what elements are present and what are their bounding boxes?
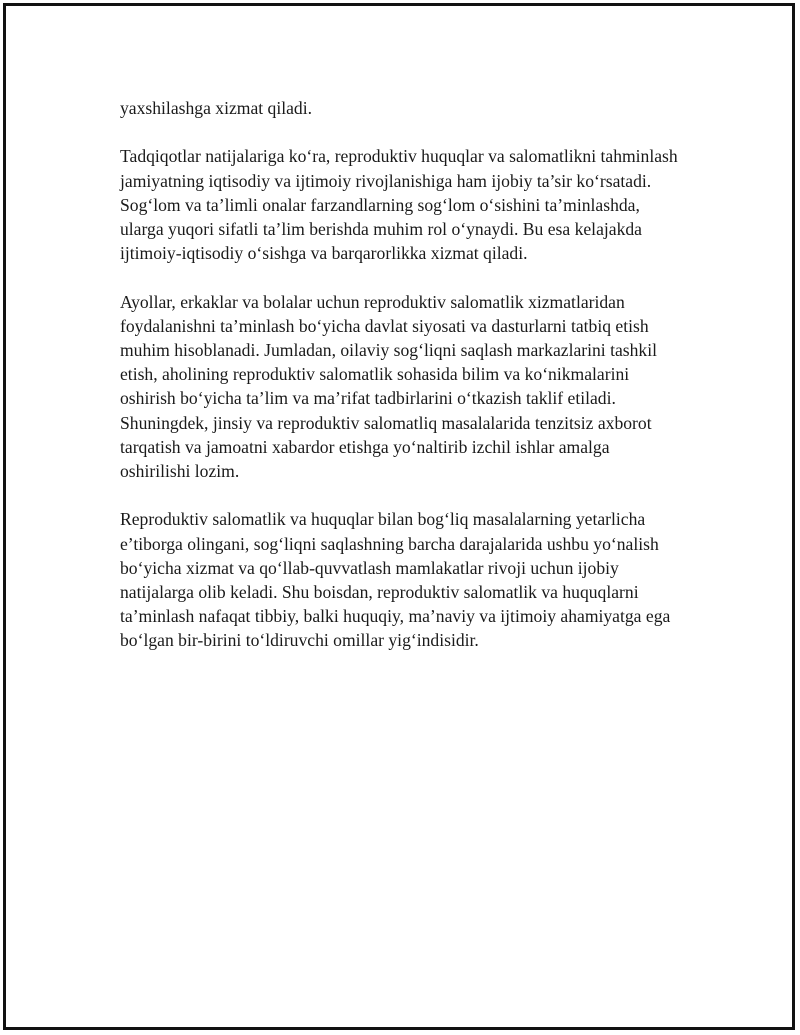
paragraph-4: Reproduktiv salomatlik va huquqlar bilan bog‘liq masalalarning yetarlicha e’tiborga olingani, sog‘liqni saqlashning barcha darajalarida ushbu yo‘nalish bo‘yicha xizmat va qo‘llab-quvvatlash mamlakatlar rivoji uchun ijobiy natijalarga olib keladi. Shu boisdan, reproduktiv salomatlik va huquqlarni ta’minlash nafaqat tibbiy, balki huquqiy, ma’naviy va ijtimoiy ahamiyatga ega bo‘lgan bir-birini to‘ldiruvchi omillar yig‘indisidir.	[120, 509, 671, 651]
paragraph-3: Ayollar, erkaklar va bolalar uchun reproduktiv salomatlik xizmatlaridan foydalanishni ta’minlash bo‘yicha davlat siyosati va dasturlarni tatbiq etish muhim hisoblanadi. Jumladan, oilaviy sog‘liqni saqlash markazlarini tashkil etish, aholining reproduktiv salomatlik sohasida bilim va ko‘nikmalarini oshirish bo‘yicha ta’lim va ma’rifat tadbirlarini o‘tkazish taklif etiladi. Shuningdek, jinsiy va reproduktiv salomatliq masalalarida tenzitsiz axborot tarqatish va jamoatni xabardor etishga yo‘naltirib izchil ishlar amalga oshirilishi lozim.	[120, 291, 658, 482]
document-body	[120, 96, 680, 653]
document-page	[3, 3, 795, 1030]
paragraph-1: yaxshilashga xizmat qiladi.	[120, 98, 313, 118]
paragraph-2: Tadqiqotlar natijalariga ko‘ra, reproduktiv huquqlar va salomatlikni tahminlash jamiyatning iqtisodiy va ijtimoiy rivojlanishiga ham ijobiy ta’sir ko‘rsatadi. Sog‘lom va ta’limli onalar farzandlarning sog‘lom o‘sishini ta’minlashda, ularga yuqori sifatli ta’lim berishda muhim rol o‘ynaydi. Bu esa kelajakda ijtimoiy-iqtisodiy o‘sishga va barqarorlikka xizmat qiladi.	[120, 146, 678, 264]
